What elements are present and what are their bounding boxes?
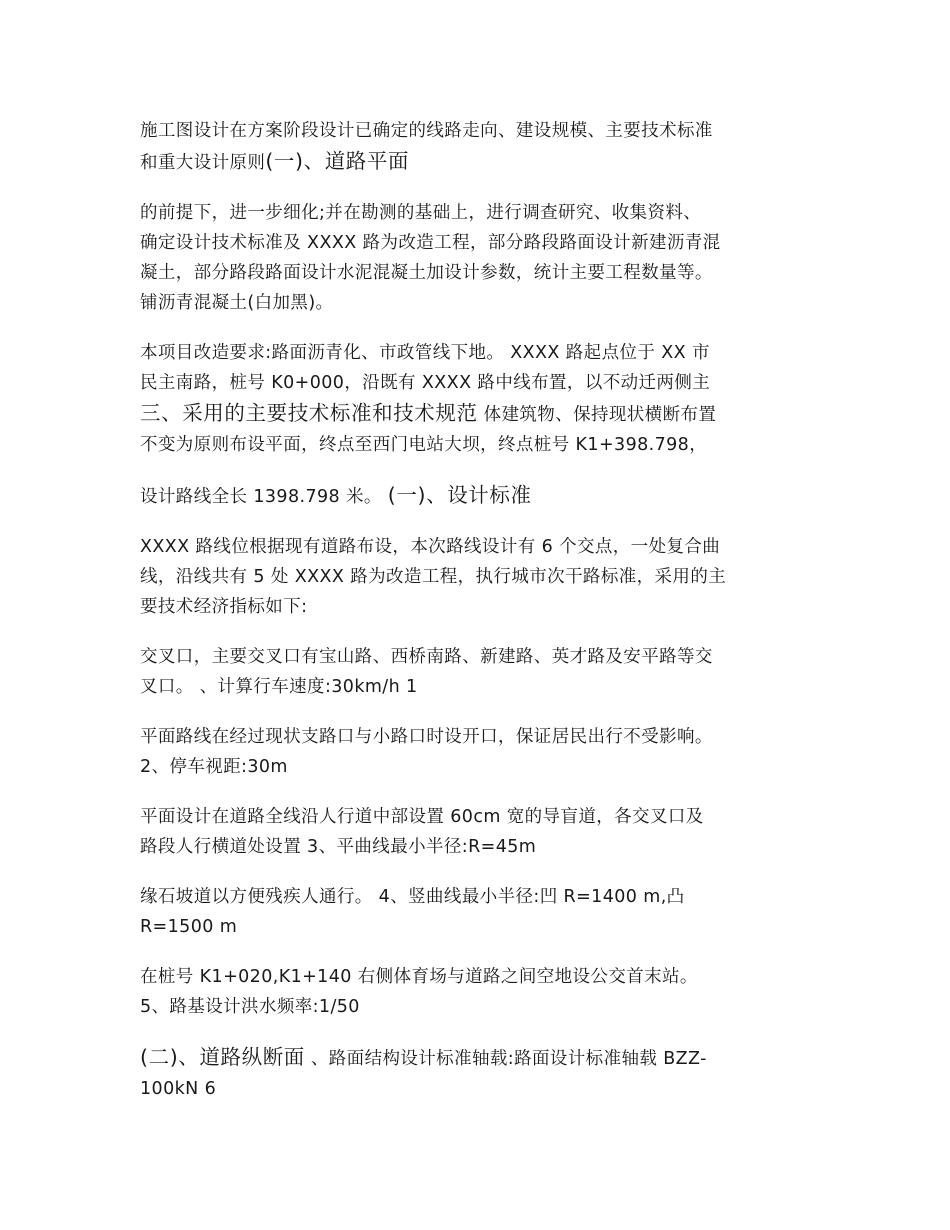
- text-line: [140, 592, 820, 622]
- body-text: 5、路基设计洪水频率:1/50: [140, 997, 360, 1017]
- text-line: [140, 962, 820, 992]
- text-line: [140, 722, 820, 752]
- body-text: 路段人行横道处设置 3、平曲线最小半径:R=45m: [140, 837, 537, 857]
- text-line: [140, 228, 820, 258]
- text-line: [140, 752, 820, 782]
- paragraph: [140, 722, 820, 782]
- text-line: [140, 258, 820, 288]
- text-line: [140, 480, 820, 512]
- body-text: 2、停车视距:30m: [140, 757, 288, 777]
- paragraph: [140, 532, 820, 622]
- text-line: [140, 992, 820, 1022]
- body-text: 凝土，部分路段路面设计水泥混凝土加设计参数，统计主要工程数量等。: [140, 263, 713, 283]
- body-text: 民主南路，桩号 K0+000，沿既有 XXXX 路中线布置，以不动迁两侧主: [140, 373, 711, 393]
- paragraph: [140, 882, 820, 942]
- text-line: [140, 146, 820, 178]
- text-line: [140, 832, 820, 862]
- body-text: 平面路线在经过现状支路口与小路口时设开口，保证居民出行不受影响。: [140, 727, 713, 747]
- section-heading: (一)、设计标准: [387, 483, 532, 507]
- body-text: 不变为原则布设平面，终点至西门电站大坝，终点桩号 K1+398.798，: [140, 435, 708, 455]
- body-text: 平面设计在道路全线沿人行道中部设置 60cm 宽的导盲道，各交叉口及: [140, 807, 704, 827]
- text-line: [140, 368, 820, 398]
- body-text: 100kN 6: [140, 1079, 217, 1099]
- paragraph: [140, 802, 820, 862]
- body-text: R=1500 m: [140, 917, 238, 937]
- text-line: [140, 398, 820, 430]
- text-line: [140, 198, 820, 228]
- document-page: [140, 116, 820, 1124]
- paragraph: [140, 480, 820, 512]
- text-line: [140, 532, 820, 562]
- paragraph: [140, 642, 820, 702]
- text-line: [140, 1042, 820, 1074]
- body-text: 本项目改造要求:路面沥青化、市政管线下地。 XXXX 路起点位于 XX 市: [140, 343, 710, 363]
- section-heading: (二)、道路纵断面: [140, 1045, 305, 1069]
- paragraph: [140, 198, 820, 318]
- body-text: 、路面结构设计标准轴载:路面设计标准轴载 BZZ-: [304, 1049, 707, 1069]
- section-heading: (一)、道路平面: [265, 149, 410, 173]
- body-text: 施工图设计在方案阶段设计已确定的线路走向、建设规模、主要技术标准: [140, 121, 713, 141]
- body-text: 的前提下，进一步细化;并在勘测的基础上，进行调查研究、收集资料、: [140, 203, 702, 223]
- body-text: 叉口。 、计算行车速度:30km/h 1: [140, 677, 418, 697]
- text-line: [140, 882, 820, 912]
- text-line: [140, 288, 820, 318]
- body-text: 在桩号 K1+020,K1+140 右侧体育场与道路之间空地设公交首末站。: [140, 967, 698, 987]
- paragraph: [140, 338, 820, 460]
- text-line: [140, 802, 820, 832]
- text-line: [140, 912, 820, 942]
- paragraph: [140, 962, 820, 1022]
- body-text: 确定设计技术标准及 XXXX 路为改造工程，部分路段路面设计新建沥青混: [140, 233, 721, 253]
- body-text: XXXX 路线位根据现有道路布设，本次路线设计有 6 个交点，一处复合曲: [140, 537, 721, 557]
- body-text: 缘石坡道以方便残疾人通行。 4、竖曲线最小半径:凹 R=1400 m,凸: [140, 887, 685, 907]
- body-text: 设计路线全长 1398.798 米。: [140, 487, 388, 507]
- text-line: [140, 1074, 820, 1104]
- body-text: 要技术经济指标如下:: [140, 597, 308, 617]
- body-text: 铺沥青混凝土(白加黑)。: [140, 293, 334, 313]
- text-line: [140, 672, 820, 702]
- text-line: [140, 338, 820, 368]
- paragraph: [140, 116, 820, 178]
- paragraph: [140, 1042, 820, 1104]
- text-line: [140, 116, 820, 146]
- body-text: 线，沿线共有 5 处 XXXX 路为改造工程，执行城市次干路标准，采用的主: [140, 567, 727, 587]
- body-text: 体建筑物、保持现状横断布置: [477, 405, 717, 425]
- section-heading: 三、采用的主要技术标准和技术规范: [140, 401, 478, 425]
- text-line: [140, 642, 820, 672]
- text-line: [140, 562, 820, 592]
- text-line: [140, 430, 820, 460]
- body-text: 交叉口，主要交叉口有宝山路、西桥南路、新建路、英才路及安平路等交: [140, 647, 713, 667]
- body-text: 和重大设计原则: [140, 153, 266, 173]
